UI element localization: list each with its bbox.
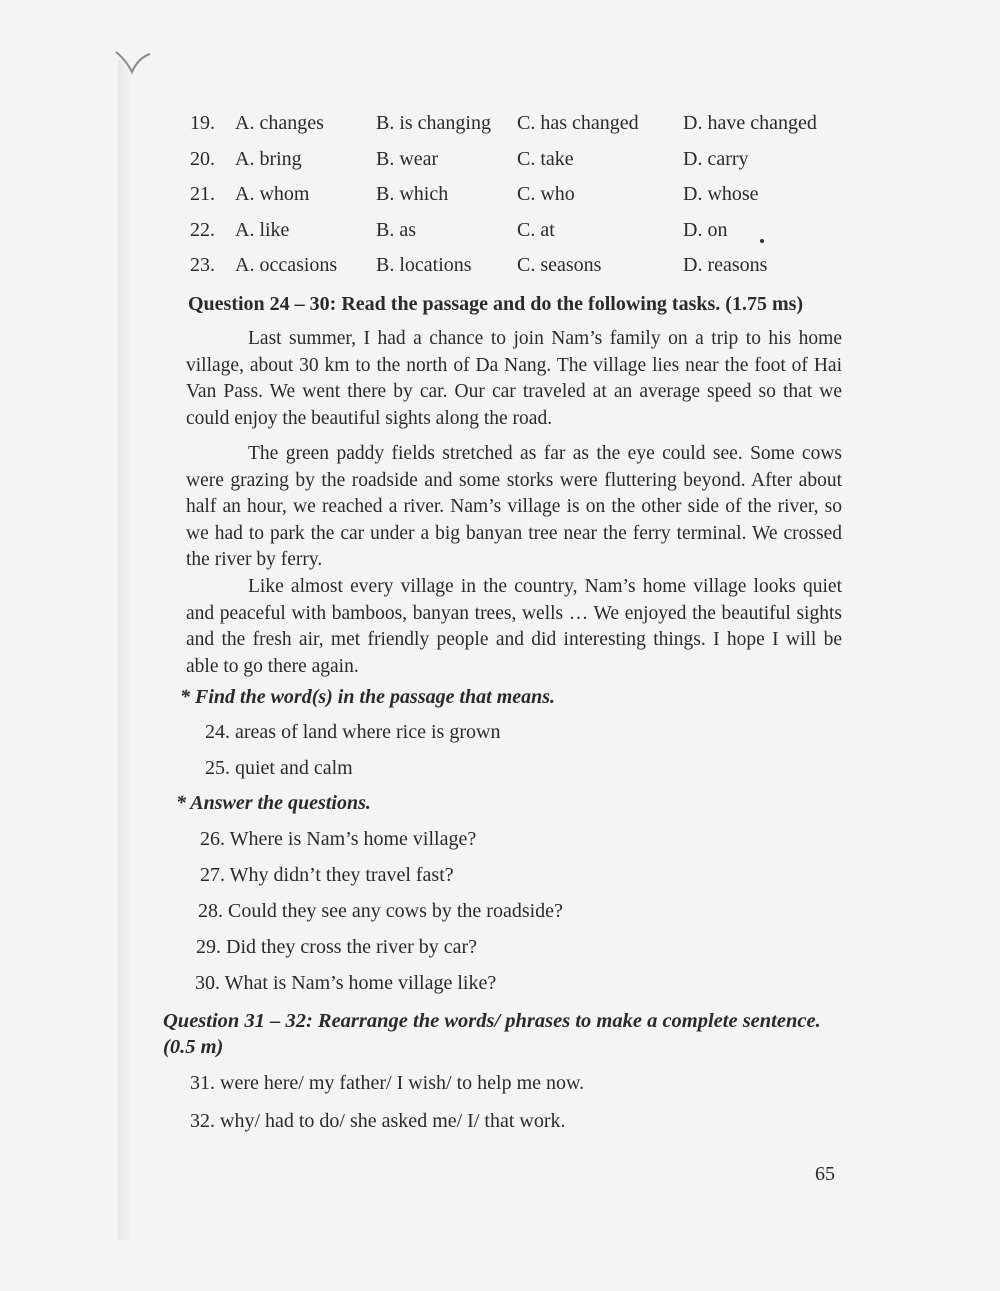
option-d: D. whose	[683, 183, 759, 205]
option-d: D. have changed	[683, 112, 817, 134]
answer-item-29: 29. Did they cross the river by car?	[196, 936, 478, 958]
answer-item-27: 27. Why didn’t they travel fast?	[200, 864, 454, 886]
find-words-heading: * Find the word(s) in the passage that means.	[180, 686, 556, 708]
passage-paragraph-1: Last summer, I had a chance to join Nam’s family on a trip to his home village, about 30 km to the north of Da Nang. The village lies near the foot of Hai Van Pass. We went there by car. Our car traveled at an average speed so that we could enjoy the beautiful sights along the road.	[186, 328, 842, 429]
question-number: 23.	[190, 254, 215, 276]
rearrange-item-32: 32. why/ had to do/ she asked me/ I/ that work.	[190, 1110, 566, 1132]
rearrange-item-31: 31. were here/ my father/ I wish/ to help me now.	[190, 1072, 585, 1094]
option-b: B. is changing	[376, 112, 491, 134]
question-number: 19.	[190, 112, 215, 134]
option-b: B. which	[376, 183, 449, 205]
option-d: D. on	[683, 218, 728, 241]
option-c: C. seasons	[517, 254, 602, 276]
option-c: C. take	[517, 147, 574, 170]
multiple-choice-options	[190, 112, 850, 290]
question-number: 21.	[190, 183, 215, 205]
passage-paragraph-2: The green paddy fields stretched as far as the eye could see. Some cows were grazing by the roadside and some storks were fluttering beyond. After about half an hour, we reached a river. Nam’s village is on the other side of the river, so we had to park the car under a big banyan tree near the ferry terminal. We crossed the river by ferry.	[186, 443, 842, 570]
option-d: D. carry	[683, 147, 749, 170]
option-a: A. occasions	[235, 254, 338, 276]
option-row-22	[190, 219, 850, 255]
option-b: B. wear	[376, 147, 439, 170]
question-number: 22.	[190, 218, 215, 241]
option-b: B. as	[376, 218, 416, 241]
option-b: B. locations	[376, 254, 472, 276]
find-item-24: 24. areas of land where rice is grown	[205, 721, 501, 743]
option-a: A. bring	[235, 147, 302, 170]
option-a: A. whom	[235, 183, 310, 205]
option-row-21	[190, 183, 850, 219]
question-number: 20.	[190, 147, 215, 170]
option-c: C. has changed	[517, 112, 639, 134]
answer-item-30: 30. What is Nam’s home village like?	[195, 972, 497, 994]
option-d: D. reasons	[683, 254, 768, 276]
option-c: C. who	[517, 183, 575, 205]
question-24-30-heading: Question 24 – 30: Read the passage and do the following tasks. (1.75 ms)	[188, 293, 804, 315]
option-row-20	[190, 148, 850, 184]
question-31-32-points: (0.5 m)	[163, 1036, 224, 1058]
page-number: 65	[815, 1163, 835, 1185]
option-a: A. like	[235, 218, 290, 241]
answer-item-28: 28. Could they see any cows by the roadside?	[198, 900, 563, 922]
option-c: C. at	[517, 218, 555, 241]
passage-paragraph-3: Like almost every village in the country, Nam’s home village looks quiet and peaceful with bamboos, banyan trees, wells … We enjoyed the beautiful sights and the fresh air, met friendly people and did interesting things. I hope I will be able to go there again.	[186, 576, 842, 677]
option-a: A. changes	[235, 112, 324, 134]
answer-item-26: 26. Where is Nam’s home village?	[200, 828, 477, 850]
answer-questions-heading: * Answer the questions.	[176, 792, 371, 814]
find-item-25: 25. quiet and calm	[205, 757, 353, 779]
option-row-23	[190, 254, 850, 290]
ink-dot	[760, 239, 764, 243]
option-row-19	[190, 112, 850, 148]
question-31-32-heading: Question 31 – 32: Rearrange the words/ phrases to make a complete sentence.	[163, 1010, 821, 1032]
